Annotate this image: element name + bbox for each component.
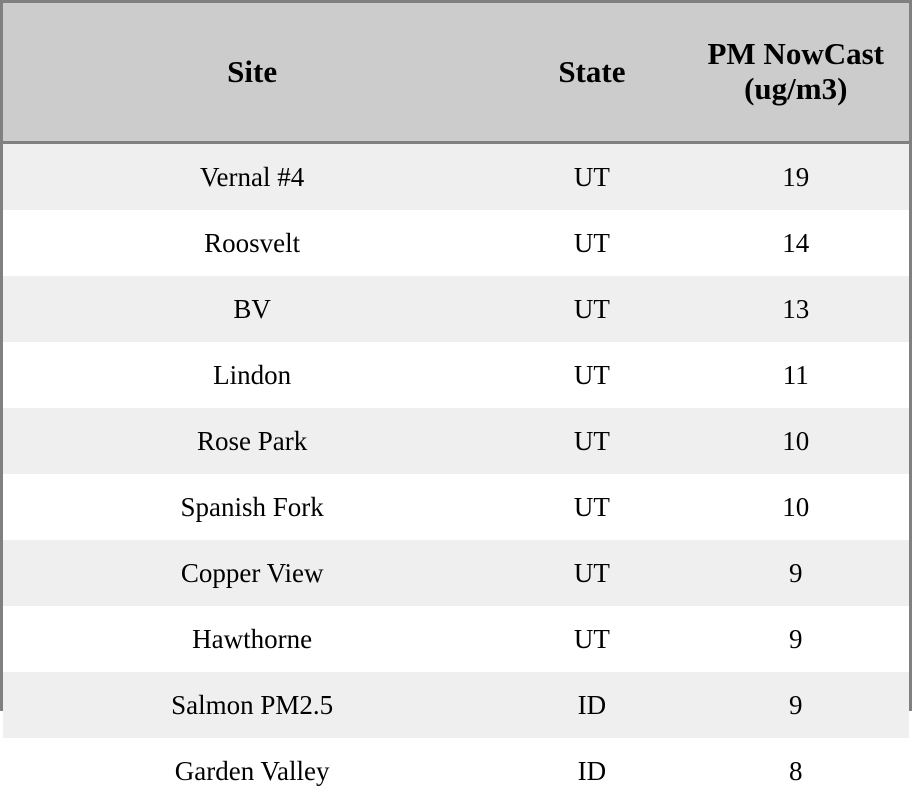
cell-state: UT	[501, 606, 682, 672]
cell-pm-nowcast: 11	[682, 342, 909, 408]
table-row	[3, 672, 909, 738]
cell-site: Copper View	[3, 540, 501, 606]
cell-state: UT	[501, 276, 682, 342]
cell-pm-nowcast: 19	[682, 143, 909, 211]
cell-pm-nowcast: 10	[682, 408, 909, 474]
cell-pm-nowcast: 9	[682, 540, 909, 606]
table-row	[3, 474, 909, 540]
cell-pm-nowcast: 10	[682, 474, 909, 540]
column-header-state: State	[501, 3, 682, 143]
cell-site: Salmon PM2.5	[3, 672, 501, 738]
cell-state: UT	[501, 474, 682, 540]
pm-nowcast-table	[3, 3, 909, 804]
cell-pm-nowcast: 9	[682, 672, 909, 738]
cell-site: Garden Valley	[3, 738, 501, 804]
column-header-pm-nowcast: PM NowCast (ug/m3)	[682, 3, 909, 143]
cell-site: Vernal #4	[3, 143, 501, 211]
table-header-row	[3, 3, 909, 143]
cell-site: Rose Park	[3, 408, 501, 474]
table-row	[3, 606, 909, 672]
cell-state: ID	[501, 738, 682, 804]
cell-pm-nowcast: 13	[682, 276, 909, 342]
table-row	[3, 210, 909, 276]
cell-site: Spanish Fork	[3, 474, 501, 540]
cell-state: UT	[501, 210, 682, 276]
cell-site: Lindon	[3, 342, 501, 408]
table-row	[3, 540, 909, 606]
table-row	[3, 408, 909, 474]
cell-state: UT	[501, 540, 682, 606]
table-row	[3, 342, 909, 408]
cell-state: UT	[501, 342, 682, 408]
cell-site: BV	[3, 276, 501, 342]
cell-pm-nowcast: 8	[682, 738, 909, 804]
cell-site: Roosvelt	[3, 210, 501, 276]
table-header	[3, 3, 909, 143]
cell-state: UT	[501, 143, 682, 211]
cell-pm-nowcast: 9	[682, 606, 909, 672]
table-row	[3, 143, 909, 211]
table-row	[3, 738, 909, 804]
column-header-site: Site	[3, 3, 501, 143]
table-row	[3, 276, 909, 342]
table-body	[3, 143, 909, 804]
cell-state: ID	[501, 672, 682, 738]
cell-site: Hawthorne	[3, 606, 501, 672]
cell-state: UT	[501, 408, 682, 474]
cell-pm-nowcast: 14	[682, 210, 909, 276]
